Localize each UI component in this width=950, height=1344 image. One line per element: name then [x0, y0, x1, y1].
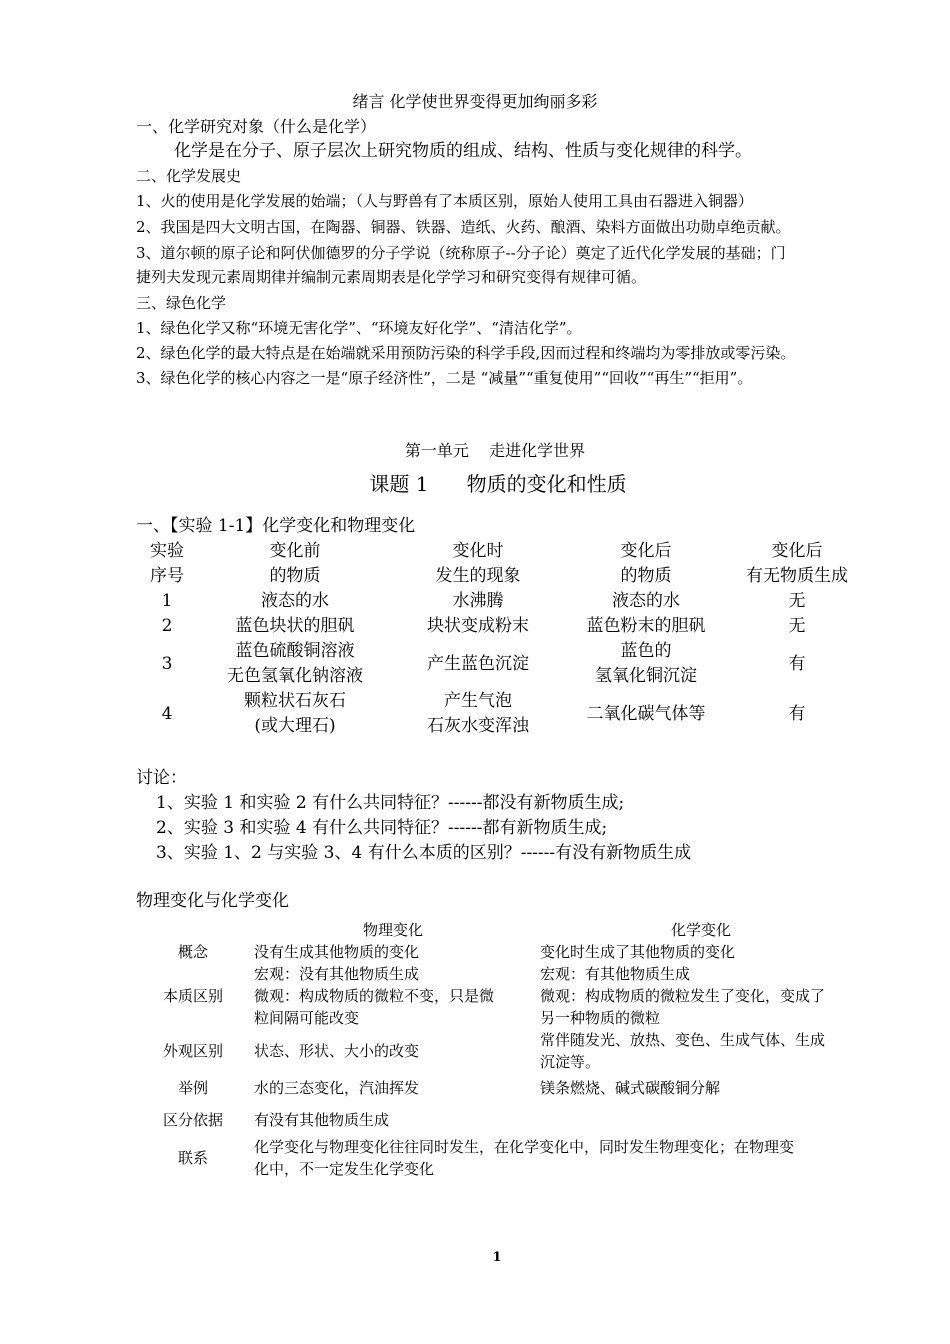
header-during: 变化时 发生的现象	[435, 541, 521, 586]
cell-no: 4	[161, 703, 173, 724]
cell-no: 2	[161, 616, 173, 636]
cell-during: 水沸腾	[452, 591, 504, 611]
cell-chemical: 变化时生成了其他物质的变化	[540, 943, 736, 961]
cell-before: 颗粒状石灰石 (或大理石)	[244, 691, 346, 736]
cell-before: 蓝色块状的胆矾	[235, 616, 355, 636]
cell-physical: 水的三态变化，汽油挥发	[254, 1079, 420, 1097]
lesson-title: 课题 1 物质的变化和性质	[369, 472, 627, 496]
unit-title: 第一单元 走进化学世界	[404, 441, 586, 460]
cell-result: 无	[788, 591, 806, 611]
history-item-3-cont: 捷列夫发现元素周期律并编制元素周期表是化学学习和研究变得有规律可循。	[136, 268, 647, 286]
row-label-relation: 联系	[177, 1149, 208, 1167]
cell-physical: 状态、形状、大小的改变	[254, 1042, 420, 1060]
cell-after: 液态的水	[612, 591, 680, 611]
section1-text: 化学是在分子、原子层次上研究物质的组成、结构、性质与变化规律的科学。	[174, 141, 752, 161]
header-after: 变化后 的物质	[620, 541, 672, 586]
cell-after: 蓝色粉末的胆矾	[586, 616, 706, 636]
cell-before: 液态的水	[261, 591, 329, 611]
history-item-1: 1、火的使用是化学发展的始端；（人与野兽有了本质区别，原始人使用工具由石器进入铜器）	[136, 192, 754, 210]
discussion-item-1: 1、实验 1 和实验 2 有什么共同特征？------都没有新物质生成;	[156, 793, 625, 813]
experiment-header-row	[136, 539, 866, 589]
cell-before: 蓝色硫酸铜溶液 无色氢氧化钠溶液	[227, 641, 363, 686]
discussion-item-2: 2、实验 3 和实验 4 有什么共同特征？------都有新物质生成;	[156, 818, 608, 838]
section3-heading: 三、绿色化学	[136, 294, 227, 312]
cell-chemical: 常伴随发光、放热、变色、生成气体、生成 沉淀等。	[540, 1031, 826, 1071]
cell-no: 1	[161, 591, 173, 611]
cell-result: 有	[788, 653, 806, 674]
col-physical: 物理变化	[362, 921, 423, 939]
comparison-header-row	[136, 919, 866, 941]
cell-result: 有	[788, 703, 806, 724]
cell-basis: 有没有其他物质生成	[254, 1110, 390, 1129]
table-row	[136, 1029, 866, 1073]
cell-during: 块状变成粉末	[427, 616, 529, 636]
row-label-appearance: 外观区别	[162, 1042, 223, 1060]
cell-no: 3	[161, 653, 173, 674]
cell-after: 二氧化碳气体等	[586, 703, 706, 724]
page-number: 1	[492, 1250, 502, 1265]
table-row	[136, 1073, 866, 1103]
section1-heading: 一、化学研究对象（什么是化学）	[136, 117, 377, 136]
cell-after: 蓝色的 氢氧化铜沉淀	[595, 641, 697, 686]
table-row	[136, 1103, 866, 1136]
table-row	[136, 1136, 866, 1180]
row-label-example: 举例	[177, 1079, 208, 1097]
cell-relation: 化学变化与物理变化往往同时发生，在化学变化中，同时发生物理变化；在物理变 化中，不一定发生化学变化	[254, 1138, 795, 1178]
discussion-heading: 讨论：	[136, 768, 187, 788]
cell-physical: 没有生成其他物质的变化	[254, 943, 420, 961]
header-before: 变化前 的物质	[269, 541, 321, 586]
table-row	[136, 614, 866, 639]
experiment-heading: 一、【实验 1-1】化学变化和物理变化	[136, 516, 416, 536]
row-label-essence: 本质区别	[162, 987, 223, 1005]
comparison-table	[136, 919, 866, 1180]
cell-during: 产生蓝色沉淀	[427, 653, 529, 674]
history-item-3: 3、道尔顿的原子论和阿伏伽德罗的分子学说（统称原子--分子论）奠定了近代化学发展的基础；门	[136, 244, 786, 262]
green-item-2: 2、绿色化学的最大特点是在始端就采用预防污染的科学手段,因而过程和终端均为零排放或零污染。	[136, 344, 796, 362]
cell-chemical: 镁条燃烧、碱式碳酸铜分解	[540, 1079, 721, 1097]
experiment-table	[136, 539, 866, 739]
cell-result: 无	[788, 616, 806, 636]
cell-chemical: 宏观：有其他物质生成 微观：构成物质的微粒发生了变化，变成了 另一种物质的微粒	[540, 965, 826, 1027]
table-row	[136, 589, 866, 614]
row-label-concept: 概念	[177, 943, 208, 961]
comparison-heading: 物理变化与化学变化	[136, 891, 289, 911]
section2-heading: 二、化学发展史	[136, 167, 242, 185]
discussion-item-3: 3、实验 1、2 与实验 3、4 有什么本质的区别？------有没有新物质生成	[156, 843, 692, 863]
header-no: 实验 序号	[150, 541, 184, 586]
intro-title: 绪言 化学使世界变得更加绚丽多彩	[352, 92, 598, 111]
history-item-2: 2、我国是四大文明古国，在陶器、铜器、铁器、造纸、火药、酿酒、染料方面做出功勋卓绝贡献。	[136, 218, 791, 236]
green-item-3: 3、绿色化学的核心内容之一是“原子经济性”，二是 “减量”“重复使用”“回收”“再生”“拒用”。	[136, 369, 753, 387]
table-row	[136, 941, 866, 963]
col-chemical: 化学变化	[670, 921, 731, 939]
table-row	[136, 963, 866, 1029]
table-row	[136, 689, 866, 739]
green-item-1: 1、绿色化学又称“环境无害化学”、“环境友好化学”、“清洁化学”。	[136, 319, 582, 337]
table-row	[136, 639, 866, 689]
header-result: 变化后 有无物质生成	[746, 541, 848, 586]
row-label-basis: 区分依据	[162, 1110, 223, 1129]
cell-physical: 宏观：没有其他物质生成 微观：构成物质的微粒不变，只是微 粒间隔可能改变	[254, 965, 495, 1027]
cell-during: 产生气泡 石灰水变浑浊	[427, 691, 529, 736]
